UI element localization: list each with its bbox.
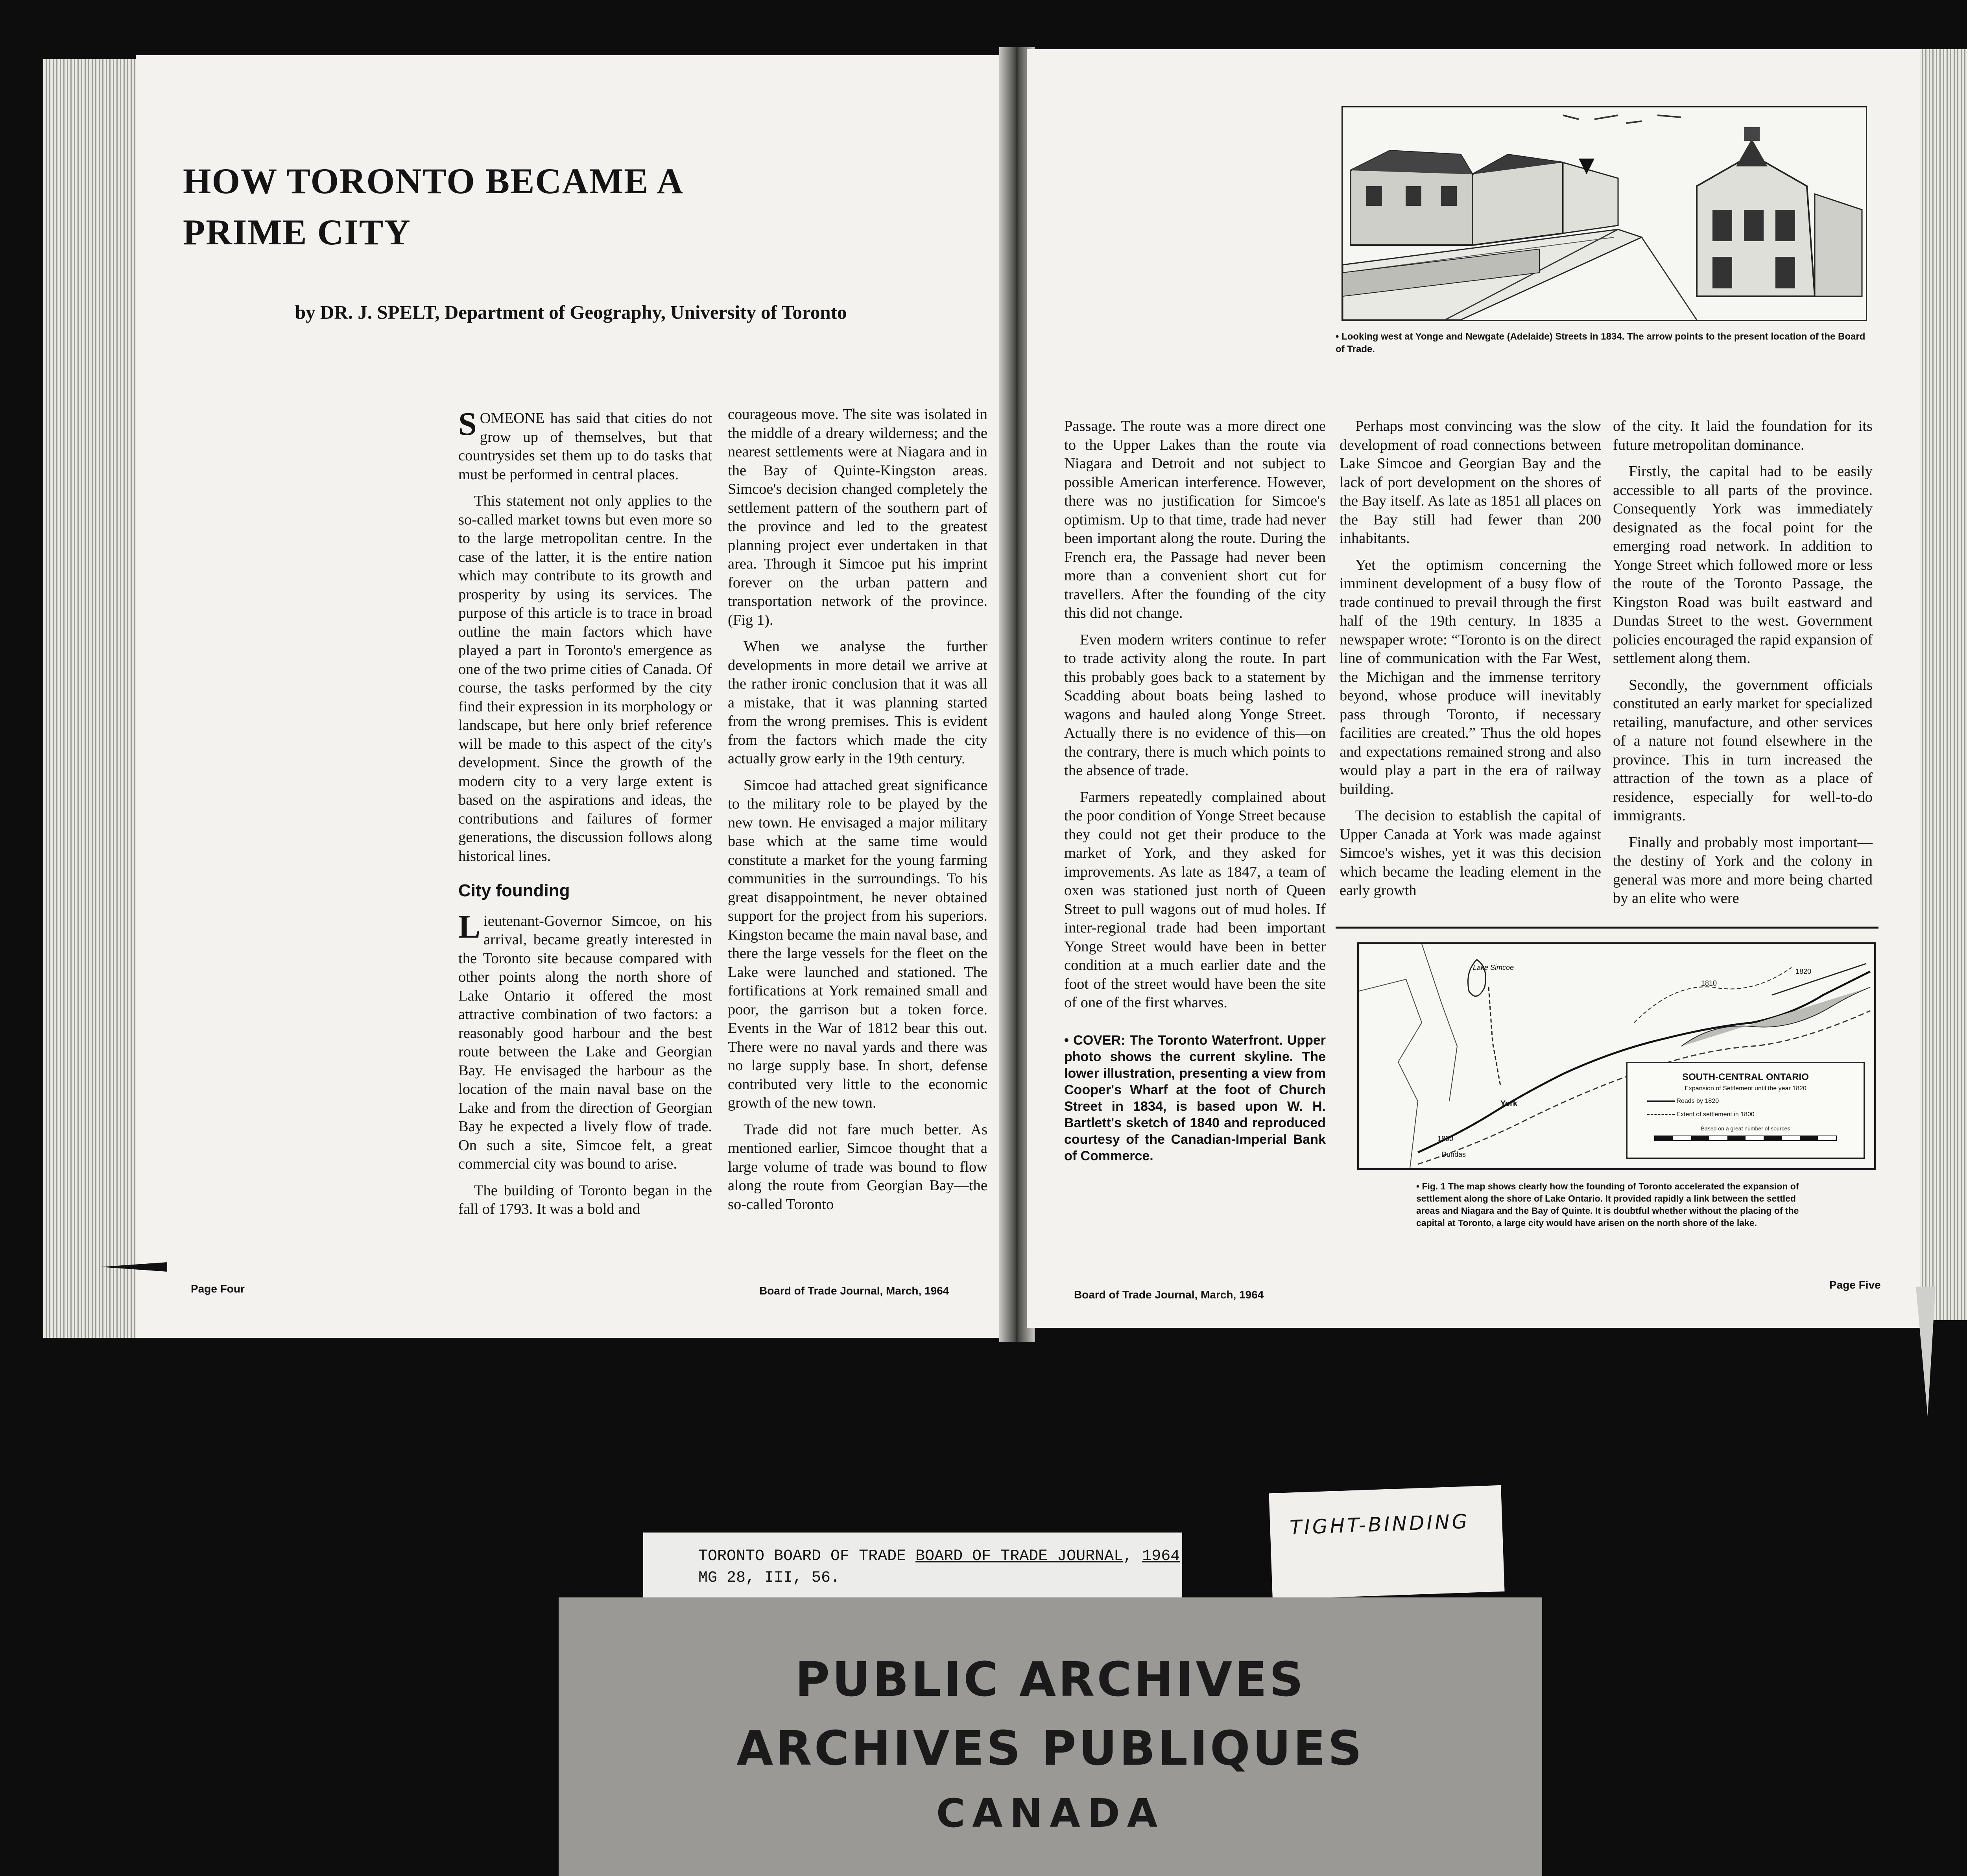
- legend-roads-row: [1647, 1098, 1864, 1105]
- paragraph: Simcoe had attached great significance to the military role to be played by the new town. He envisaged a major military base which at the same time would constitute a market for the young farming communities in the surroundings. To his great disappointment, he never obtained support for the project from his superiors. Kingston became the main naval base, and there the large vessels for the fleet on the Lake were launched and stationed. The fortifications at York remained small and poor, the garrison but a token force. Events in the War of 1812 bear this out. There were no naval yards and there was no large supply base. In short, defense contributed very little to the economic growth of the new town.: [728, 777, 987, 1111]
- journal-footer-left: Board of Trade Journal, March, 1964: [759, 1285, 949, 1297]
- paragraph: The building of Toronto began in the fall of 1793. It was a bold and: [458, 1182, 712, 1217]
- legend-source: Based on a great number of sources: [1701, 1125, 1790, 1132]
- right-page-marker: [1916, 1287, 1936, 1416]
- archive-reference-label: [643, 1533, 1182, 1603]
- right-column-3: [1613, 417, 1873, 916]
- extent-line-symbol: [1647, 1114, 1675, 1115]
- map-label-lake-simcoe: Lake Simcoe: [1473, 964, 1514, 971]
- paragraph: This statement not only applies to the so-called market towns but even more so to the large metropolitan centre. In the case of the latter, it is the entire nation which may contribute to its growth and prosperity by using its services. The purpose of this article is to trace in broad outline the main factors which have played a part in Toronto's emergence as one of the two prime cities of Canada. Of course, the tasks performed by the city find their expression in its morphology or landscape, but here only brief reference will be made to this aspect of the city's development. Since the growth of the modern city to a very large extent is based on the aspirations and ideas, the contributions and failures of former generations, the discussion follows along historical lines.: [458, 493, 712, 864]
- article-title: [183, 155, 852, 258]
- figure-caption: • Fig. 1 The map shows clearly how the founding of Toronto accelerated the expansion of settlement along the shore of Lake Ontario. It provided rapidly a link between the settled areas and Niagara and the Bay of Quinte. It is doubtful whether without the placing of the capital at Toronto, a large city would have arisen on the north shore of the lake.: [1416, 1181, 1799, 1228]
- journal-footer-right: Board of Trade Journal, March, 1964: [1074, 1289, 1264, 1301]
- legend-subtitle: Expansion of Settlement until the year 1820: [1685, 1085, 1806, 1092]
- stamp-line-3: CANADA: [936, 1790, 1165, 1836]
- legend-roads: Roads by 1820: [1676, 1098, 1719, 1104]
- street-scene-drawing: [1343, 107, 1866, 320]
- right-column-2: [1340, 417, 1601, 908]
- stamp-line-2: ARCHIVES PUBLIQUES: [736, 1721, 1364, 1776]
- map-legend: [1626, 1062, 1865, 1159]
- settlement-map: [1357, 942, 1876, 1170]
- left-column-2: [728, 405, 987, 1222]
- paragraph: Secondly, the government officials constituted an early market for specialized retailing, manufacture, and other services of a nature not found elsewhere in the province. This in turn increased the attraction of the town as a place of residence, especially for well-to-do immigrants.: [1613, 676, 1873, 824]
- paragraph: SOMEONE has said that cities do not grow up of themselves, but that countrysides set them up to do tasks that must be performed in central places.: [458, 406, 712, 483]
- section-heading: City founding: [458, 881, 570, 900]
- right-column-1: [1064, 417, 1326, 1164]
- roads-line-symbol: [1647, 1100, 1675, 1102]
- paragraph: Even modern writers continue to refer to trade activity along the route. In part this probably goes back to a statement by Scadding about boats being lashed to wagons and hauled along Yonge Street. Actually there is no evidence of this—on the contrary, there is much which points to the absence of trade.: [1064, 631, 1326, 779]
- map-label-1800: 1800: [1437, 1135, 1454, 1143]
- paragraph: courageous move. The site was isolated in the middle of a dreary wilderness; and the nearest settlements were at Niagara and in the Bay of Quinte-Kingston areas. Simcoe's decision changed completely the settlement pattern of the southern part of the province and led to the greatest planning project ever undertaken in that area. Through it Simcoe put his imprint forever on the urban pattern and transportation network of the province. (Fig 1).: [728, 406, 987, 628]
- map-top-rule: [1336, 927, 1878, 929]
- paragraph: Yet the optimism concerning the imminent development of a busy flow of trade continued to prevail through the first half of the 19th century. In 1835 a newspaper wrote: “Toronto is on the direct line of communication with the Far West, the Michigan and the immense territory beyond, whose produce will inevitably pass through Toronto, if necessary facilities are created.” Thus the old hopes and expectations remained strong and also would play a part in the era of railway building.: [1340, 556, 1601, 798]
- right-page-edges: [1916, 49, 1967, 1320]
- archive-label-line-2: MG 28, III, 56.: [698, 1569, 840, 1587]
- title-line-1: HOW TORONTO BECAME A: [183, 161, 684, 201]
- page-number-right: Page Five: [1829, 1279, 1881, 1291]
- paragraph: Farmers repeatedly complained about the poor condition of Yonge Street because they could not get their produce to the market of York, and they asked for improvements. As late as 1847, a team of oxen was stationed just north of Queen Street to pull wagons out of mud holes. If inter-regional trade had been important Yonge Street would have been in better condition at a much earlier date and the foot of the street would have been the site of one of the first wharves.: [1064, 788, 1326, 1011]
- paragraph: Lieutenant-Governor Simcoe, on his arrival, became greatly interested in the Toronto site because compared with other points along the north shore of Lake Ontario it offered the most attractive combination of two factors: a reasonably good harbour and the best route between the Lake and Georgian Bay. He envisaged the harbour as the location of the main naval base on the Lake and from the direction of Georgian Bay he expected a lively flow of trade. On such a site, Simcoe felt, a great commercial city was bound to arise.: [458, 908, 712, 1172]
- scale-bar: [1654, 1136, 1837, 1141]
- legend-title: SOUTH-CENTRAL ONTARIO: [1682, 1072, 1809, 1082]
- archive-label-line-1: TORONTO BOARD OF TRADE BOARD OF TRADE JOURNAL, 1964: [698, 1547, 1180, 1565]
- cover-note: • COVER: The Toronto Waterfront. Upper photo shows the current skyline. The lower illustration, presenting a view from Cooper's Wharf at the foot of Church Street in 1834, is based upon W. H. Bartlett's sketch of 1840 and reproduced courtesy of the Canadian-Imperial Bank of Commerce.: [1064, 1032, 1326, 1163]
- drop-cap: L: [458, 908, 481, 945]
- illustration-caption: • Looking west at Yonge and Newgate (Adelaide) Streets in 1834. The arrow points to the present location of the Board of Trade.: [1336, 331, 1866, 355]
- map-label-dundas: Dundas: [1441, 1150, 1466, 1158]
- left-column-1: [458, 406, 712, 1227]
- map-label-1820: 1820: [1795, 968, 1812, 975]
- page-number-left: Page Four: [191, 1283, 245, 1295]
- article-byline: by DR. J. SPELT, Department of Geography, University of Toronto: [295, 301, 847, 323]
- paragraph: The decision to establish the capital of Upper Canada at York was made against Simcoe's wishes, yet it was this decision which became the leading element in the early growth: [1340, 807, 1601, 899]
- paragraph: Firstly, the capital had to be easily accessible to all parts of the province. Consequently York was immediately designated as the focal point for the emerging road network. In addition to Yonge Street which followed more or less the route of the Toronto Passage, the Kingston Road was built eastward and Dundas Street to the west. Government policies encouraged the rapid expansion of settlement along them.: [1613, 463, 1873, 667]
- map-label-1810: 1810: [1701, 979, 1717, 987]
- left-page-edges: [43, 59, 146, 1338]
- binding-tag: [1269, 1485, 1504, 1599]
- archives-stamp: [559, 1597, 1542, 1876]
- paragraph: Perhaps most convincing was the slow development of road connections between Lake Simcoe and Georgian Bay and the lack of port development on the shores of the Bay itself. As late as 1851 all places on the Bay still had fewer than 200 inhabitants.: [1340, 418, 1601, 547]
- paragraph: Trade did not fare much better. As mentioned earlier, Simcoe thought that a large volume of trade was bound to flow along the route from Georgian Bay—the so-called Toronto: [728, 1121, 987, 1213]
- paragraph: Finally and probably most important—the destiny of York and the colony in general was more and more being charted by an elite who were: [1613, 834, 1873, 907]
- map-label-york: York: [1500, 1099, 1517, 1108]
- legend-extent: Extent of settlement in 1800: [1676, 1111, 1755, 1118]
- street-illustration: [1341, 106, 1867, 321]
- paragraph: of the city. It laid the foundation for its future metropolitan dominance.: [1613, 418, 1873, 453]
- legend-extent-row: [1647, 1111, 1864, 1118]
- title-line-2: PRIME CITY: [183, 212, 411, 252]
- paragraph: Passage. The route was a more direct one to the Upper Lakes than the route via Niagara and Detroit and not subject to possible American interference. However, there was no justification for Simcoe's optimism. Up to that time, trade had never been important along the route. During the French era, the Passage had never been more than a convenient short cut for travellers. After the founding of the city this did not change.: [1064, 418, 1326, 621]
- drop-cap: S: [458, 406, 477, 442]
- paragraph: When we analyse the further developments in more detail we arrive at the rather ironic conclusion that it was all a mistake, that it was planning started from the wrong premises. This is evident from the factors which made the city actually grow early in the 19th century.: [728, 638, 987, 767]
- stamp-line-1: PUBLIC ARCHIVES: [795, 1653, 1306, 1707]
- binding-tag-text: TIGHT-BINDING: [1289, 1510, 1470, 1539]
